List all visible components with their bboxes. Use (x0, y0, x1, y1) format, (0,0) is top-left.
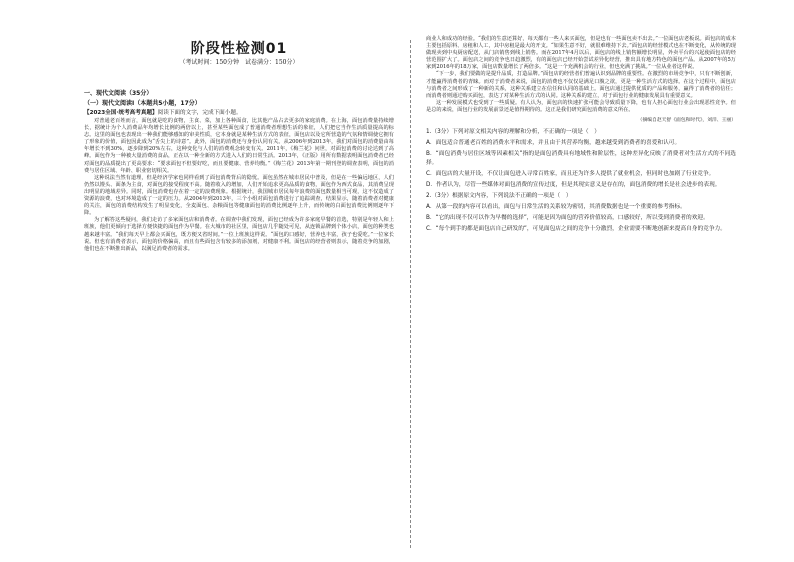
question-stem: 1.（3分）下列对原文相关内容的理解和分析，不正确的一项是（ ） (426, 129, 600, 136)
question-2 (426, 192, 736, 234)
exam-meta: （考试时间：150分钟 试卷满分：150分） (179, 59, 299, 66)
passage-paragraph: 对普通老百姓而言，面包就是吃的食物，主食、菜，加上各种面食，比其他产品占去更多的家庭消费。在上海，面包消费量持续增长，据统计为个人消费品年均增长比例的两倍以上，甚至某些面包成了普通消费者理想生活的象征，人们把它当作生活质量提高的标志。这里的面包也表现出一种我们能够感知的审美性质，它本身就是某种生活方式的表征，面包店以及它所营造的气氛和情调使它拥有了形象的价值，面包因此成为“舌尖上的诗意”。此外，面包的消费还与身份认同有关。从2006年到2013年，我们对面包的消费量由每年增长不到30%，逐步降到20%左右，这种变化与人们的消费观念转变有关。2011年，《梅兰花》问世，对面包消费的讨论达到了高峰。面包作为一种被大量消费的食品，正在以一种全新的方式进入人们的日常生活。2013年，《正版》用所有数据表明面包消费者已经对面包的品质提出了更高要求：“要求面包不但要好吃，而且要健康、营养均衡。”《梅兰花》2013年第一期刊登的调查表明，面包的消费与居住区域、年龄、职业密切相关。 (84, 118, 394, 174)
exam-title: 阶段性检测01 (190, 41, 288, 57)
question-option: B．“面包消费与居住区域等因素相关”指的是面包消费具有地域性和阶层性，这种差异化反映了消费者对生活方式的不同选择。 (426, 151, 736, 166)
instruction (84, 109, 394, 118)
question-option: D．作者认为，尽管一些媒体对面包消费的宣传过度，但是其现实意义是存在的，面包消费的增长是社会进步的表现。 (426, 181, 721, 188)
question-stem: 2.（3分）根据原文内容，下列说法不正确的一项是（ ） (426, 192, 572, 199)
passage-paragraph: 这一种发展模式也受到了一些质疑。有人认为，面包店的快速扩张可能会导致质量下降，也有人担心面包行业会出现恶性竞争。但是总的来说，面包行业的发展前景还是值得期待的。这正是我们研究面包消费的意义所在。 (426, 99, 736, 113)
question-option: B．“它的出现不仅可以作为早餐的选择”，可能是因为面包的营养价值较高，口感较好，所以受到消费者的欢迎。 (426, 214, 709, 221)
instruction-tag: 【2023全国·统考高考真题】 (84, 110, 158, 116)
question-1 (426, 128, 736, 189)
instruction-text: 阅读下面的文字，完成下面小题。 (157, 110, 242, 116)
section-subheading: （一）现代文阅读Ⅰ（本题共5小题，17分） (84, 100, 201, 107)
section-heading: 一、现代文阅读（35分） (84, 90, 153, 97)
passage-paragraph: 这种说法当然有道理，但是经济学家也同样看到了面包消费背后的隐忧。面包虽然在城市居民中普及，但是在一些偏远地区，人们仍然以馒头、面条为主食，对面包的接受程度不高。随着收入的增加，人们开始追求更高品质的食物，面包作为西式食品，其消费呈现出明显的地域差异。同时，面包消费也存在着一定的浪费现象。根据统计，我国城市居民每年浪费的面包数量相当可观，这不仅造成了资源的浪费，也对环境造成了一定的压力。从2004年到2013年，三个小组对面包消费进行了追踪调查，结果显示，随着消费者对健康的关注，面包的消费结构发生了明显变化，全麦面包、杂粮面包等健康面包的消费比例逐年上升，而传统的白面包消费比例则逐年下降。 (84, 174, 394, 217)
question-option: A．从第一段的内容可以看出，面包与日常生活的关系较为密切，其消费数据也是一个重要的参考指标。 (426, 203, 686, 210)
left-column (84, 36, 394, 253)
passage-paragraph: 为了解答这些疑问，我们走访了多家面包店和消费者。在调查中我们发现，面包已经成为许多家庭早餐的首选，特别是年轻人和上班族，他们更倾向于选择方便快捷的面包作为早餐。在大城市的社区里，面包店几乎随处可见，从连锁品牌到个体小店，面包的种类也越来越丰富。“我们每天早上都会买面包，既方便又省时间。”一位上班族这样说。“面包的口感好，营养也丰富，孩子也爱吃。”一位家长说。但也有消费者表示，面包的价格偏高，而且有些面包含有较多的添加剂，对健康不利。面包店的经营者则表示，随着竞争的加剧，他们也在不断推出新品，以满足消费者的需求。 (84, 217, 394, 252)
question-option: C．面包店的大量开设，不仅让面包进入寻常百姓家，而且还为许多人提供了就业机会，但同时也加剧了行业竞争。 (426, 170, 715, 177)
question-option: C．“每个到手的都是面包店自己研发的”，可见面包店之间的竞争十分激烈，企业需要不断地创新来提高自身的竞争力。 (426, 225, 726, 232)
passage-paragraph: 商业人和成功的经验。“我们的生意还算好，每天都有一些人来买面包，但是也有一些面包卖不出去。”一位面包店老板说。面包店的成本主要包括原料、房租和人工，其中房租是最大的开支。“如果生意不好，就很难维持下去。”面包店的经营模式也在不断变化，从传统的现做现卖到中央厨房配送，从门店销售到线上销售。而在2017年4月以后，面包店的线上销售额增长明显，外卖平台的兴起使面包店的经营范围扩大了。面包店之间的竞争也日趋激烈，有的面包店已经开始尝试差异化经营，推出具有地方特色的面包产品。从2007年的5万家到2016年的18万家，面包店数量增长了两倍多。“这是一个充满机会的行业，但也充满了挑战。”一位从业者这样说。 (426, 36, 736, 71)
column-divider (410, 40, 411, 548)
passage-paragraph: “下一步，我们要做的是提升品质，打造品牌。”面包店的经营者们普遍认识到品牌的重要性。在激烈的市场竞争中，只有不断创新，才能赢得消费者的青睐。而对于消费者来说，面包的消费也不仅仅是满足口腹之欲，更是一种生活方式的选择。在这个过程中，面包店与消费者之间形成了一种新的关系，这种关系建立在信任和认同的基础上。面包店通过提供优质的产品和服务，赢得了消费者的信任；而消费者则通过购买面包，表达了对某种生活方式的认同。这种关系的建立，对于面包行业的健康发展具有重要意义。 (426, 71, 736, 99)
question-option: A．面包适合普通老百姓的消费水平和需求，并且由于其营养均衡，越来越受到消费者的喜爱和认可。 (426, 140, 681, 147)
right-column (426, 36, 736, 235)
passage-source: （摘编自赵天舒《面包和时代》，刘洋、王丽） (637, 118, 736, 124)
